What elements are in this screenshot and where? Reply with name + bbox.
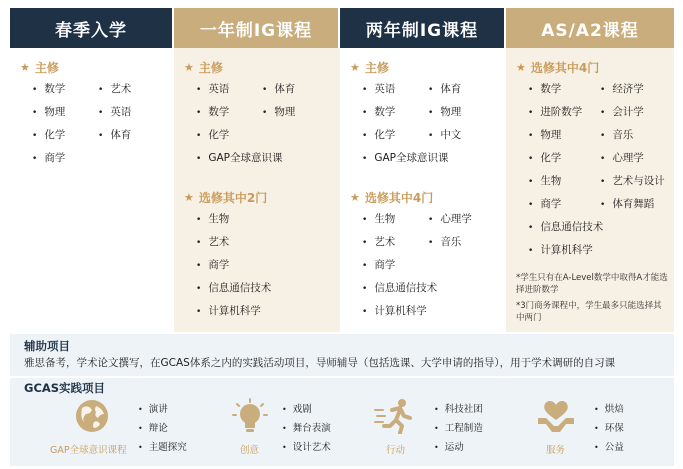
gcas-list (434, 400, 483, 457)
header-row (10, 8, 674, 48)
list-item: • 英语 (196, 78, 262, 101)
list-item: • 商学 (196, 254, 340, 277)
list-item: • 艺术与设计 (600, 170, 678, 193)
list-item: • 会计学 (600, 101, 678, 124)
footnote: *学生只有在A-Level数学中取得A才能选择进阶数学 (516, 273, 668, 295)
gcas-caption: 行动 (386, 445, 406, 456)
list-item: • 物理 (528, 124, 600, 147)
list-item: • 心理学 (600, 147, 678, 170)
elective-grid (516, 78, 674, 216)
list-item: • 进阶数学 (528, 101, 600, 124)
heart-hands-icon (536, 398, 576, 434)
star-icon: ★ (516, 60, 526, 74)
star-icon: ★ (350, 60, 360, 74)
elective-list (350, 254, 506, 323)
list-item: • 化学 (32, 124, 98, 147)
list-item: • 艺术 (98, 78, 168, 101)
list-item: • 数学 (32, 78, 98, 101)
gcas-group-gap (50, 398, 200, 462)
list-item: • 公益 (594, 438, 624, 457)
star-icon: ★ (184, 60, 194, 74)
list-item: • 商学 (362, 254, 506, 277)
list-item: • 数学 (362, 101, 428, 124)
star-icon: ★ (20, 60, 30, 74)
list-item: • 戏剧 (282, 400, 331, 419)
list-item: • 物理 (262, 101, 332, 124)
gcas-title: GCAS实践项目 (24, 381, 106, 395)
list-item: • 烘焙 (594, 400, 624, 419)
list-item: • 信息通信技术 (528, 216, 674, 239)
gcas-list (594, 400, 624, 457)
list-item: • 经济学 (600, 78, 678, 101)
gcas-caption: GAP全球意识课程 (50, 445, 127, 456)
list-item: • 体育舞蹈 (600, 193, 678, 216)
section-elective (350, 188, 506, 206)
lightbulb-icon (230, 398, 270, 434)
column-asa2 (506, 48, 674, 332)
runner-icon (374, 398, 414, 434)
list-item: • 工程制造 (434, 419, 483, 438)
list-item: • 音乐 (600, 124, 678, 147)
section-title: 选修其中4门 (364, 190, 434, 205)
list-item: • 物理 (32, 101, 98, 124)
list-item: • 心理学 (428, 208, 498, 231)
list-item: • 科技社团 (434, 400, 483, 419)
list-item: • 中文 (428, 124, 498, 147)
elective-list (184, 208, 340, 323)
required-list (350, 78, 506, 147)
list-item: • 体育 (262, 78, 332, 101)
gcas-group-service (530, 398, 660, 462)
section-title: 选修其中2门 (198, 190, 268, 205)
list-item: • 音乐 (428, 231, 498, 254)
list-item: • 演讲 (138, 400, 187, 419)
list-item: • 化学 (528, 147, 600, 170)
gcas-group-creative (220, 398, 350, 462)
list-item: • 体育 (98, 124, 168, 147)
list-item: • GAP全球意识课 (196, 147, 340, 170)
list-item: • 商学 (528, 193, 600, 216)
section-required (184, 58, 340, 76)
list-item: • 化学 (362, 124, 428, 147)
list-item: • 艺术 (362, 231, 428, 254)
list-item: • 计算机科学 (196, 300, 340, 323)
section-required (20, 58, 174, 76)
footnote: *3门商务课程中，学生最多只能选择其中两门 (516, 301, 662, 323)
gcas-list (138, 400, 187, 457)
section-title: 主修 (34, 60, 59, 75)
list-item: • 设计艺术 (282, 438, 331, 457)
list-item: • 主题探究 (138, 438, 187, 457)
assist-title: 辅助项目 (24, 339, 70, 353)
assist-description: 雅思备考，学术论文撰写，在GCAS体系之内的实践活动项目，导师辅导（包括选课、大学申请的指导），用于学术调研的自习课 (24, 357, 616, 369)
section-required (350, 58, 506, 76)
list-item: • 信息通信技术 (362, 277, 506, 300)
list-item: • GAP全球意识课 (362, 147, 506, 170)
section-elective (516, 58, 674, 76)
list-item: • 运动 (434, 438, 483, 457)
elective-grid (350, 208, 506, 254)
section-elective (184, 188, 340, 206)
required-list (20, 78, 174, 170)
list-item: • 数学 (528, 78, 600, 101)
section-title: 主修 (364, 60, 389, 75)
gcas-panel (10, 378, 674, 466)
list-item: • 化学 (196, 124, 262, 147)
globe-icon (72, 398, 112, 434)
list-item: • 环保 (594, 419, 624, 438)
gcas-group-action (366, 398, 506, 462)
list-item: • 体育 (428, 78, 498, 101)
gcas-caption: 服务 (546, 445, 566, 456)
required-full-list (184, 147, 340, 170)
column-ig2 (340, 48, 506, 332)
star-icon: ★ (184, 190, 194, 204)
list-item: • 生物 (362, 208, 428, 231)
header-spring: 春季入学 (10, 8, 174, 48)
required-list (184, 78, 340, 147)
list-item: • 计算机科学 (362, 300, 506, 323)
gcas-list (282, 400, 331, 457)
section-title: 主修 (198, 60, 223, 75)
assist-panel (10, 334, 674, 376)
list-item: • 英语 (98, 101, 168, 124)
star-icon: ★ (350, 190, 360, 204)
list-item: • 辩论 (138, 419, 187, 438)
column-ig1 (174, 48, 340, 332)
list-item: • 数学 (196, 101, 262, 124)
list-item: • 生物 (196, 208, 340, 231)
elective-list (516, 216, 674, 262)
column-spring (10, 48, 174, 332)
list-item: • 计算机科学 (528, 239, 674, 262)
gcas-caption: 创意 (240, 445, 260, 456)
list-item: • 商学 (32, 147, 98, 170)
list-item: • 信息通信技术 (196, 277, 340, 300)
header-ig2: 两年制IG课程 (340, 8, 506, 48)
header-asa2: AS/A2课程 (506, 8, 674, 48)
list-item: • 生物 (528, 170, 600, 193)
required-full-list (350, 147, 506, 170)
list-item: • 舞台表演 (282, 419, 331, 438)
list-item: • 英语 (362, 78, 428, 101)
section-title: 选修其中4门 (530, 60, 600, 75)
list-item: • 物理 (428, 101, 498, 124)
list-item: • 艺术 (196, 231, 340, 254)
header-ig1: 一年制IG课程 (174, 8, 340, 48)
